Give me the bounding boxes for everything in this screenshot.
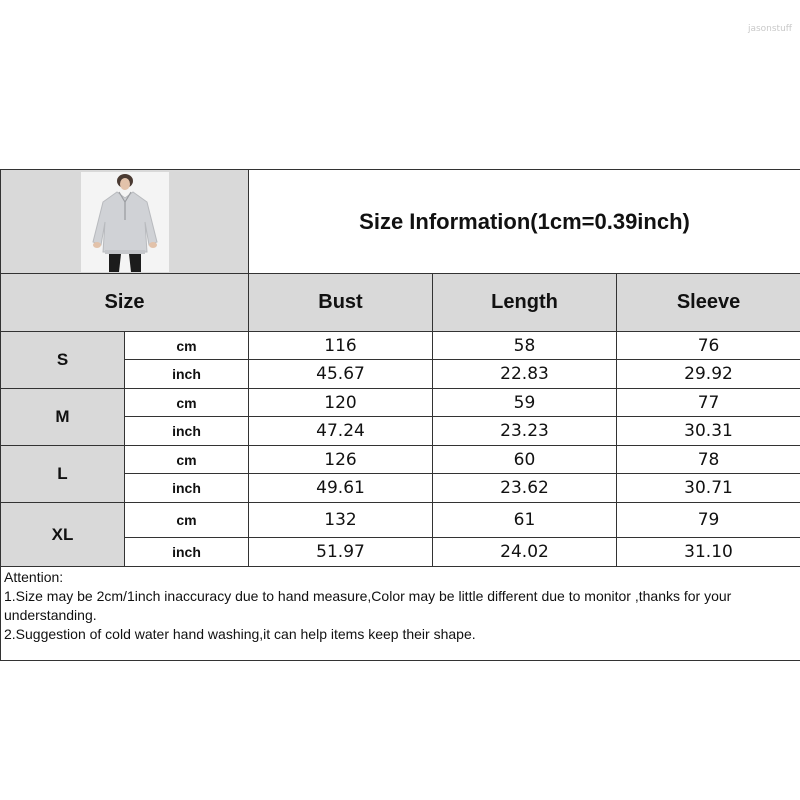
table-title-row — [1, 170, 800, 274]
length-value: 60 — [433, 446, 617, 474]
sleeve-value: 30.31 — [617, 417, 800, 446]
length-value: 58 — [433, 332, 617, 360]
bust-value: 132 — [249, 503, 433, 538]
length-value: 59 — [433, 389, 617, 417]
notes-heading: Attention: — [4, 569, 64, 585]
unit-cell: cm — [125, 332, 249, 360]
product-photo — [81, 172, 169, 272]
size-label: XL — [1, 503, 125, 567]
note-line: 2.Suggestion of cold water hand washing,it can help items keep their shape. — [4, 626, 476, 642]
size-label: L — [1, 446, 125, 503]
length-value: 22.83 — [433, 360, 617, 389]
size-label: M — [1, 389, 125, 446]
sleeve-value: 31.10 — [617, 538, 800, 567]
column-header-row — [1, 274, 800, 332]
size-label: S — [1, 332, 125, 389]
unit-cell: inch — [125, 417, 249, 446]
product-photo-cell — [1, 170, 249, 274]
unit-cell: inch — [125, 474, 249, 503]
chart-title: Size Information(1cm=0.39inch) — [249, 170, 800, 274]
table-row — [1, 332, 800, 360]
attention-notes — [1, 567, 800, 661]
size-column-header: Size — [1, 274, 249, 332]
sleeve-value: 79 — [617, 503, 800, 538]
bust-value: 116 — [249, 332, 433, 360]
bust-value: 47.24 — [249, 417, 433, 446]
size-chart-table — [0, 169, 800, 661]
sleeve-value: 77 — [617, 389, 800, 417]
bust-value: 45.67 — [249, 360, 433, 389]
sweatshirt-model-image — [81, 172, 169, 272]
bust-column-header: Bust — [249, 274, 433, 332]
length-value: 61 — [433, 503, 617, 538]
unit-cell: cm — [125, 389, 249, 417]
note-line: 1.Size may be 2cm/1inch inaccuracy due to hand measure,Color may be little different due to monitor ,thanks for your understanding. — [4, 588, 732, 623]
length-column-header: Length — [433, 274, 617, 332]
bust-value: 120 — [249, 389, 433, 417]
unit-cell: cm — [125, 446, 249, 474]
table-row — [1, 503, 800, 538]
length-value: 23.23 — [433, 417, 617, 446]
bust-value: 126 — [249, 446, 433, 474]
sleeve-value: 30.71 — [617, 474, 800, 503]
unit-cell: cm — [125, 503, 249, 538]
table-row — [1, 389, 800, 417]
length-value: 24.02 — [433, 538, 617, 567]
sleeve-value: 29.92 — [617, 360, 800, 389]
notes-row — [1, 567, 800, 661]
length-value: 23.62 — [433, 474, 617, 503]
unit-cell: inch — [125, 538, 249, 567]
sleeve-value: 78 — [617, 446, 800, 474]
unit-cell: inch — [125, 360, 249, 389]
bust-value: 49.61 — [249, 474, 433, 503]
watermark-text: jasonstuff — [747, 24, 792, 34]
bust-value: 51.97 — [249, 538, 433, 567]
sleeve-column-header: Sleeve — [617, 274, 800, 332]
table-row — [1, 446, 800, 474]
sleeve-value: 76 — [617, 332, 800, 360]
